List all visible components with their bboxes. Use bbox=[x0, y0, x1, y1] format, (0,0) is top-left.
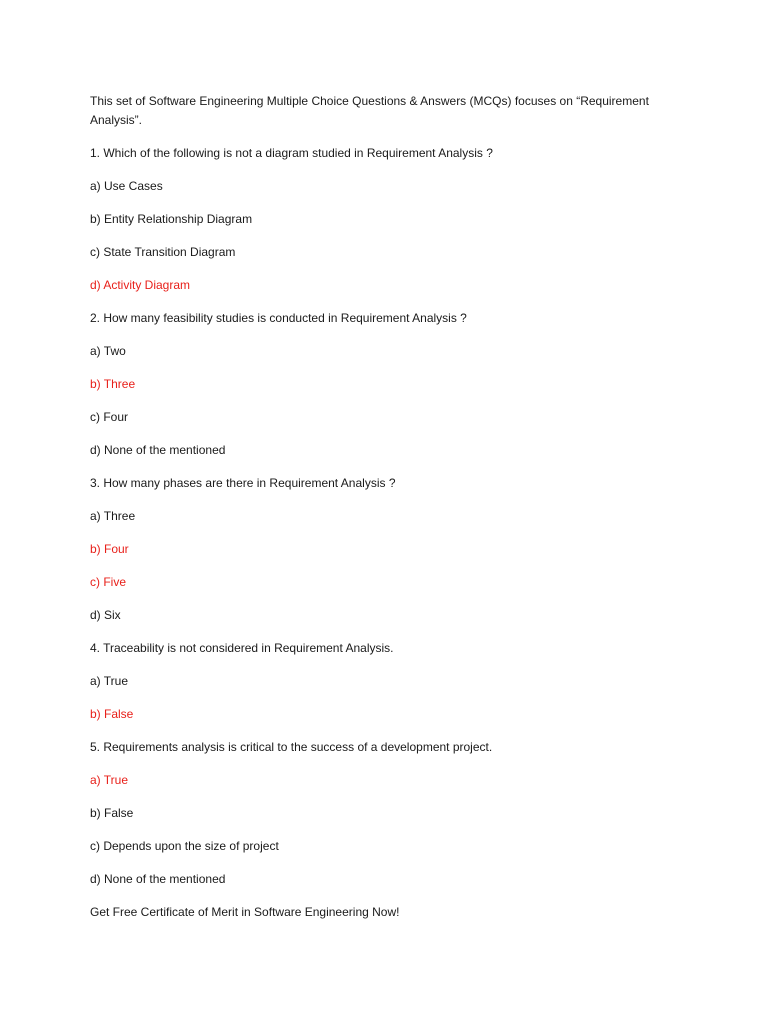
question-text: 2. How many feasibility studies is conducted in Requirement Analysis ? bbox=[90, 311, 467, 325]
question-text: 3. How many phases are there in Requirement Analysis ? bbox=[90, 476, 396, 490]
certificate-promo-text: Get Free Certificate of Merit in Software Engineering Now! bbox=[90, 905, 400, 919]
question-text: 5. Requirements analysis is critical to the success of a development project. bbox=[90, 740, 493, 754]
answer-option: b) Entity Relationship Diagram bbox=[90, 212, 253, 226]
document-content bbox=[90, 92, 690, 922]
question-text: 4. Traceability is not considered in Requirement Analysis. bbox=[90, 641, 394, 655]
question-1 bbox=[90, 144, 690, 295]
answer-option: a) Two bbox=[90, 344, 126, 358]
answer-option: a) Use Cases bbox=[90, 179, 163, 193]
intro-paragraph: This set of Software Engineering Multiple Choice Questions & Answers (MCQs) focuses on “Requirement Analysis”. bbox=[90, 94, 649, 127]
highlighted-answer-option: b) False bbox=[90, 707, 134, 721]
question-4 bbox=[90, 639, 690, 724]
question-5 bbox=[90, 738, 690, 889]
highlighted-answer-option: b) Three bbox=[90, 377, 136, 391]
highlighted-answer-option: a) True bbox=[90, 773, 129, 787]
answer-option: d) Six bbox=[90, 608, 121, 622]
answer-option: d) None of the mentioned bbox=[90, 443, 226, 457]
highlighted-answer-option: d) Activity Diagram bbox=[90, 278, 191, 292]
answer-option: b) False bbox=[90, 806, 134, 820]
question-3 bbox=[90, 474, 690, 625]
answer-option: a) Three bbox=[90, 509, 136, 523]
question-2 bbox=[90, 309, 690, 460]
answer-option: d) None of the mentioned bbox=[90, 872, 226, 886]
highlighted-answer-option: c) Five bbox=[90, 575, 126, 589]
answer-option: c) Depends upon the size of project bbox=[90, 839, 279, 853]
answer-option: c) Four bbox=[90, 410, 129, 424]
question-text: 1. Which of the following is not a diagram studied in Requirement Analysis ? bbox=[90, 146, 493, 160]
highlighted-answer-option: b) Four bbox=[90, 542, 129, 556]
answer-option: c) State Transition Diagram bbox=[90, 245, 236, 259]
answer-option: a) True bbox=[90, 674, 129, 688]
